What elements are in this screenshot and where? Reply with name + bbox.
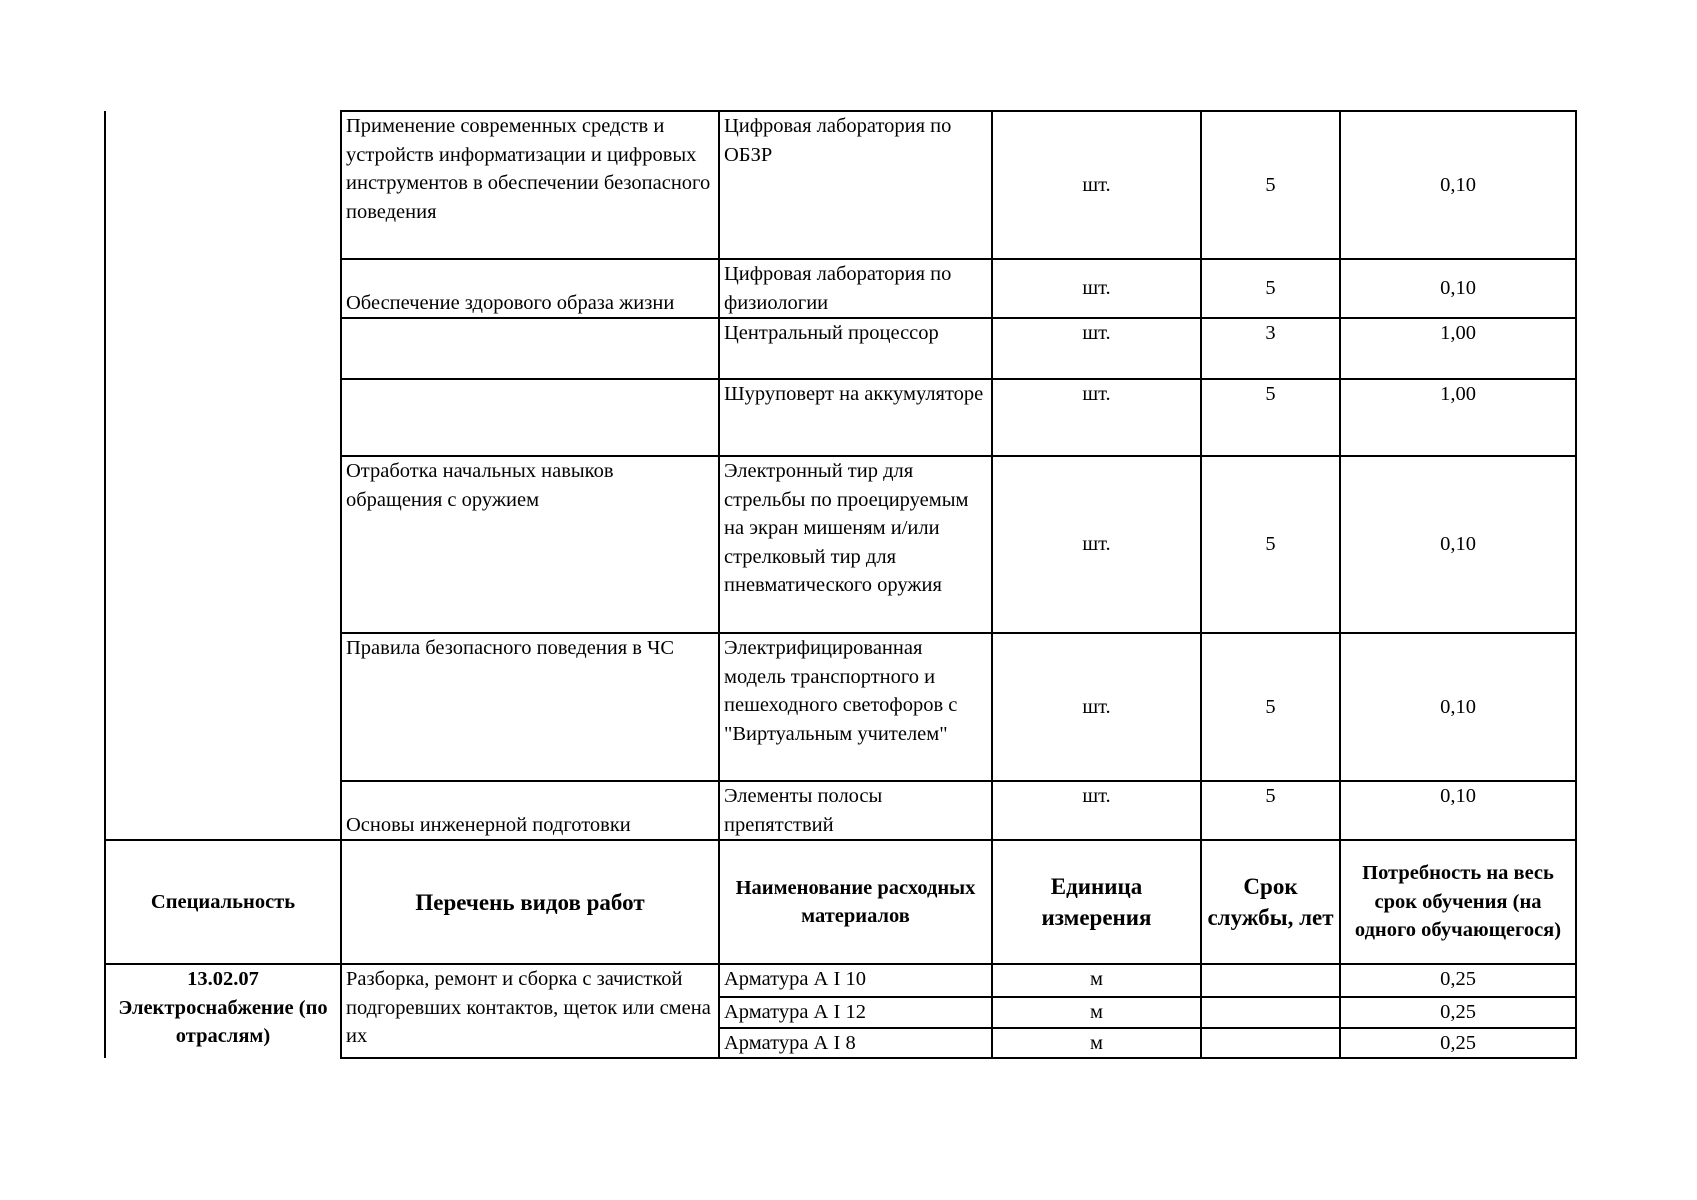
life-cell [1201, 1028, 1340, 1059]
header-life: Срок службы, лет [1201, 840, 1340, 964]
material-cell: Шуруповерт на аккумуляторе [719, 379, 992, 456]
life-cell: 5 [1201, 456, 1340, 633]
table-row [105, 964, 1576, 997]
need-cell: 0,25 [1340, 997, 1576, 1028]
need-cell: 0,10 [1340, 633, 1576, 781]
specialty-continuation-cell [105, 111, 341, 840]
header-unit: Единица измерения [992, 840, 1201, 964]
need-cell: 0,10 [1340, 456, 1576, 633]
life-cell [1201, 997, 1340, 1028]
material-cell: Электронный тир для стрельбы по проецируемым на экран мишеням и/или стрелковый тир для пневматического оружия [719, 456, 992, 633]
unit-cell: шт. [992, 781, 1201, 840]
work-cell [341, 318, 719, 379]
life-cell: 3 [1201, 318, 1340, 379]
unit-cell: м [992, 997, 1201, 1028]
unit-cell: м [992, 1028, 1201, 1059]
material-cell: Арматура А I 12 [719, 997, 992, 1028]
header-works: Перечень видов работ [341, 840, 719, 964]
unit-cell: шт. [992, 259, 1201, 318]
specialty-cell: 13.02.07 Электроснабжение (по отраслям) [105, 964, 341, 1058]
unit-cell: шт. [992, 318, 1201, 379]
unit-cell: м [992, 964, 1201, 997]
header-need: Потребность на весь срок обучения (на одного обучающегося) [1340, 840, 1576, 964]
consumables-table [104, 110, 1577, 1059]
life-cell: 5 [1201, 259, 1340, 318]
life-cell: 5 [1201, 379, 1340, 456]
need-cell: 0,25 [1340, 964, 1576, 997]
material-cell: Цифровая лаборатория по ОБЗР [719, 111, 992, 259]
material-cell: Электрифицированная модель транспортного и пешеходного светофоров с "Виртуальным учителем" [719, 633, 992, 781]
work-cell: Применение современных средств и устройств информатизации и цифровых инструментов в обеспечении безопасного поведения [341, 111, 719, 259]
work-cell: Основы инженерной подготовки [341, 781, 719, 840]
table-row [105, 111, 1576, 259]
header-specialty: Специальность [105, 840, 341, 964]
work-cell: Отработка начальных навыков обращения с оружием [341, 456, 719, 633]
unit-cell: шт. [992, 633, 1201, 781]
material-cell: Цифровая лаборатория по физиологии [719, 259, 992, 318]
unit-cell: шт. [992, 111, 1201, 259]
unit-cell: шт. [992, 379, 1201, 456]
material-cell: Центральный процессор [719, 318, 992, 379]
need-cell: 0,10 [1340, 259, 1576, 318]
material-cell: Арматура А I 10 [719, 964, 992, 997]
unit-cell: шт. [992, 456, 1201, 633]
material-cell: Арматура А I 8 [719, 1028, 992, 1059]
life-cell [1201, 964, 1340, 997]
work-cell: Правила безопасного поведения в ЧС [341, 633, 719, 781]
life-cell: 5 [1201, 781, 1340, 840]
need-cell: 0,10 [1340, 111, 1576, 259]
need-cell: 0,10 [1340, 781, 1576, 840]
work-cell: Разборка, ремонт и сборка с зачисткой подгоревших контактов, щеток или смена их [341, 964, 719, 1058]
material-cell: Элементы полосы препятствий [719, 781, 992, 840]
need-cell: 1,00 [1340, 318, 1576, 379]
life-cell: 5 [1201, 111, 1340, 259]
need-cell: 0,25 [1340, 1028, 1576, 1059]
need-cell: 1,00 [1340, 379, 1576, 456]
work-cell [341, 379, 719, 456]
work-cell: Обеспечение здорового образа жизни [341, 259, 719, 318]
header-materials: Наименование расходных материалов [719, 840, 992, 964]
life-cell: 5 [1201, 633, 1340, 781]
table-header-row [105, 840, 1576, 964]
